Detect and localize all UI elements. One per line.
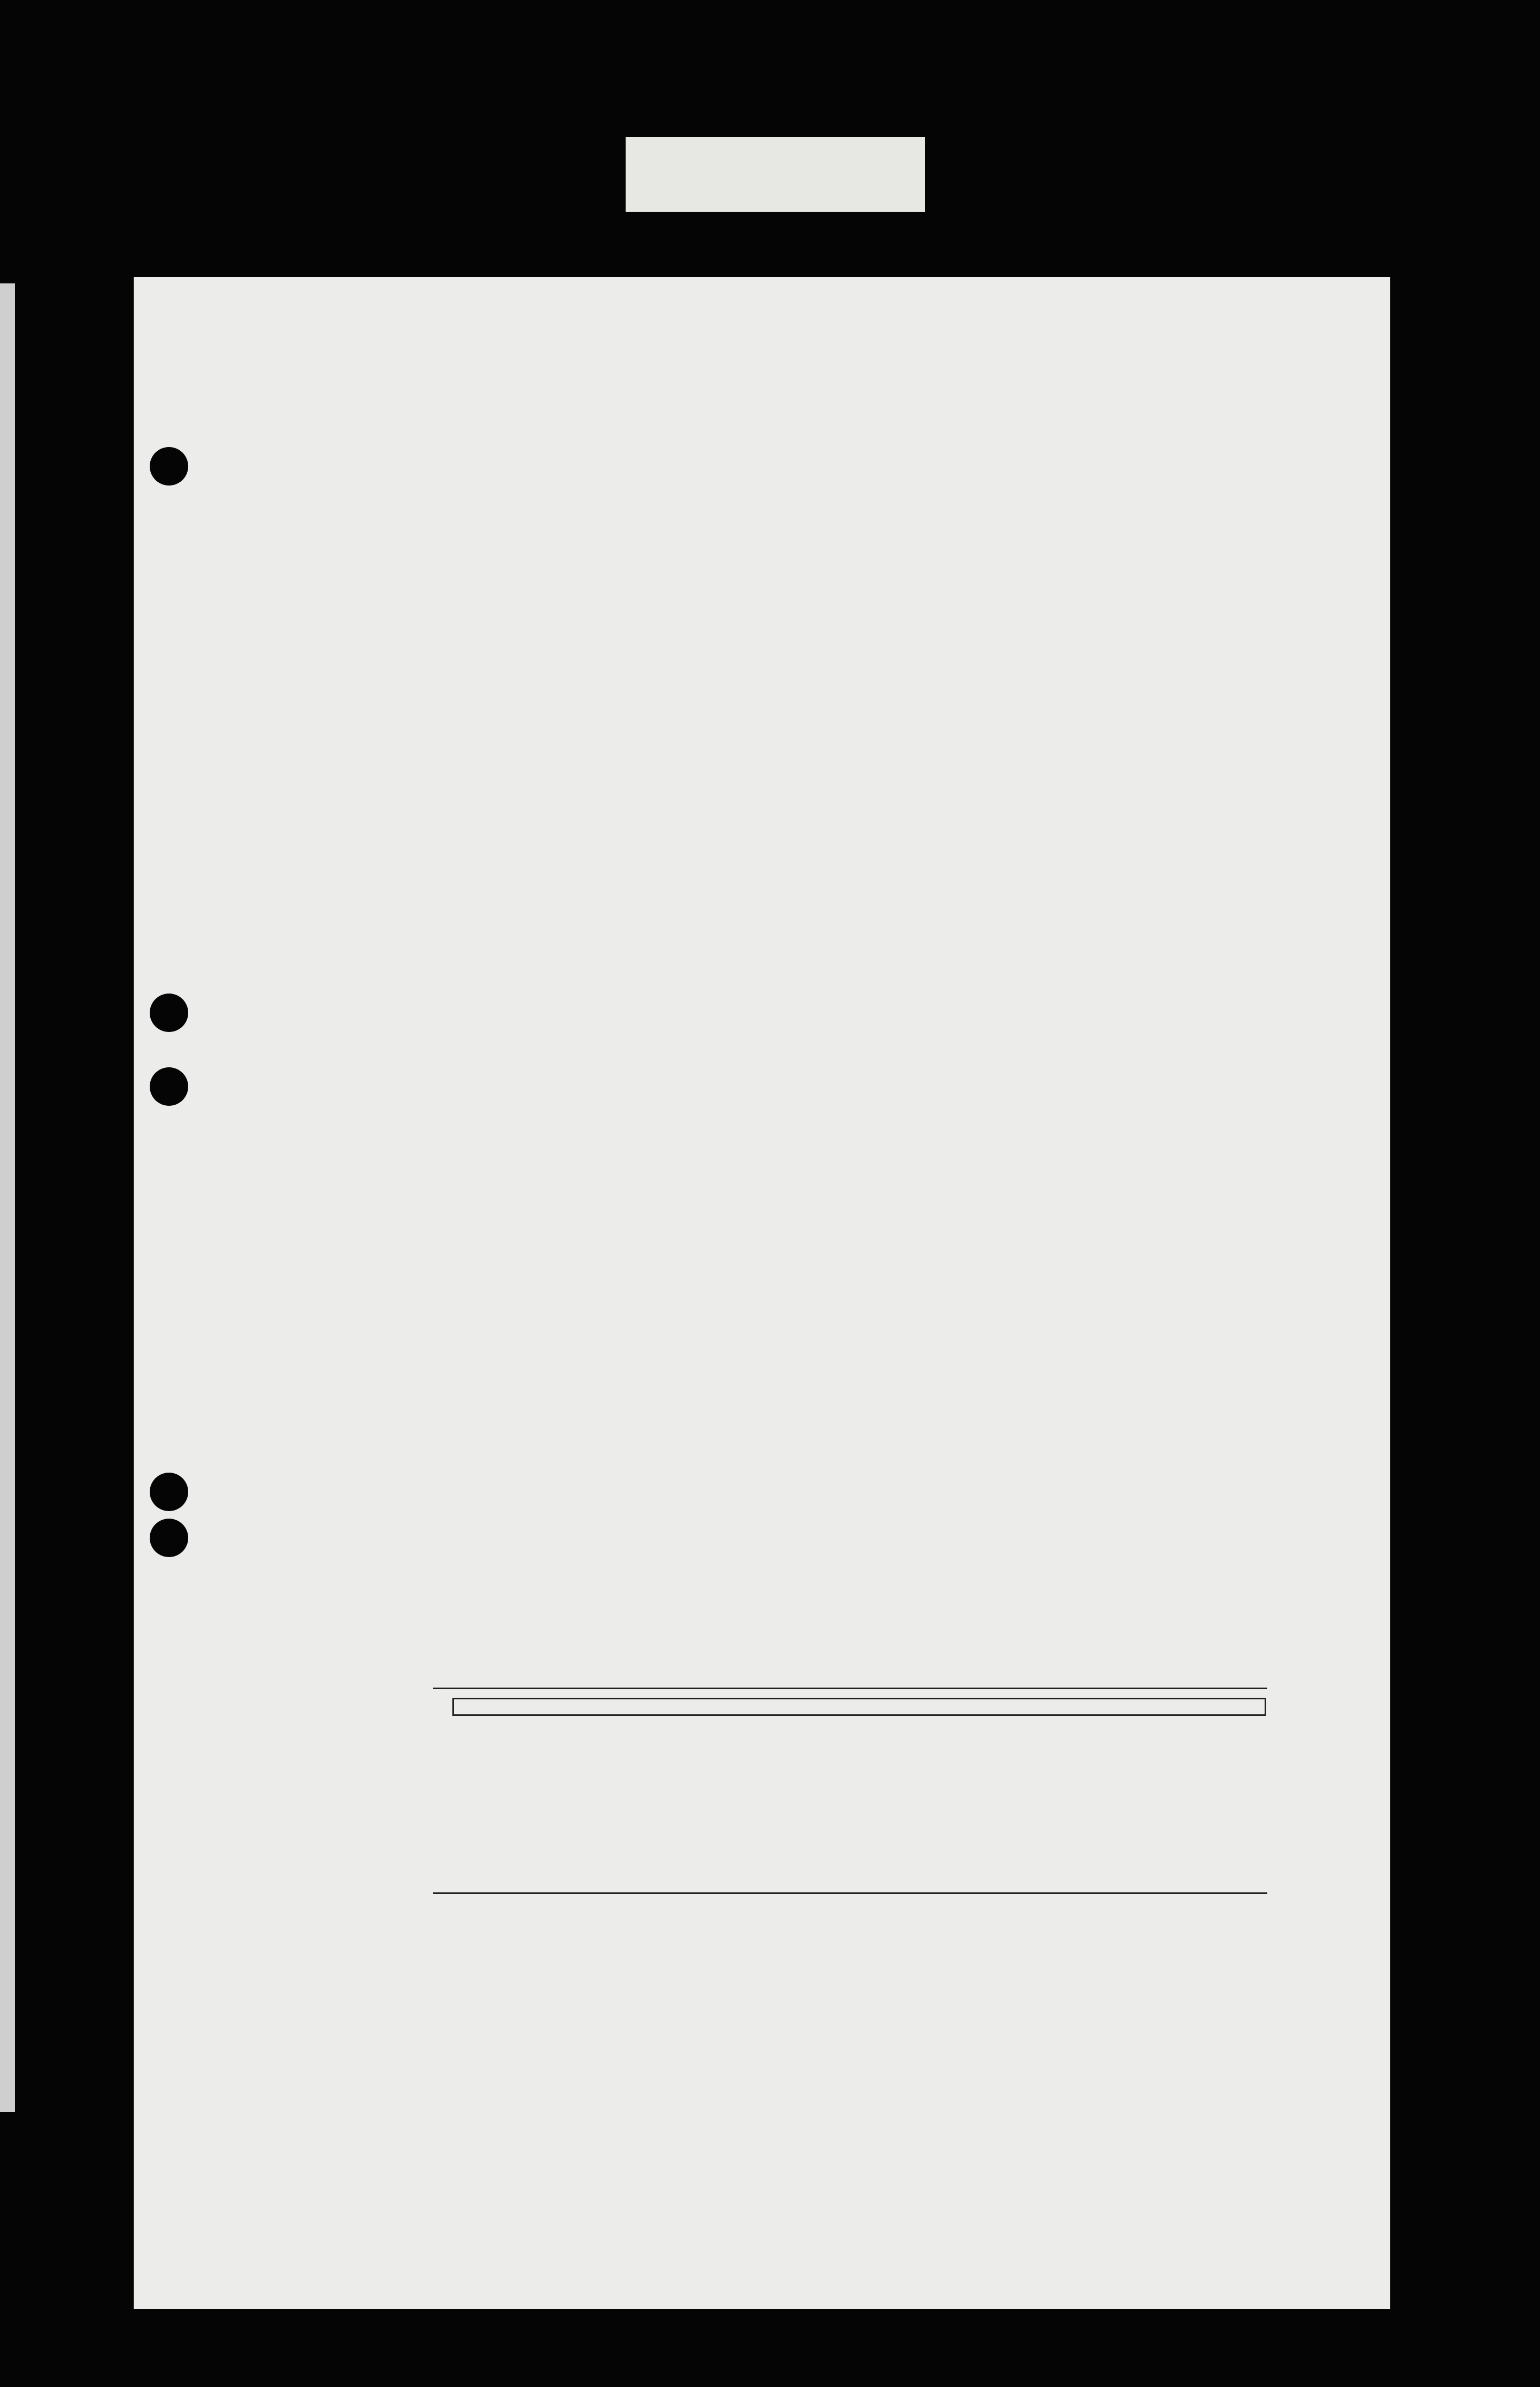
holly-border-left xyxy=(166,357,203,2218)
punch-hole xyxy=(150,447,188,486)
document-page xyxy=(134,277,1390,2309)
holly-border-right xyxy=(1321,357,1358,2218)
archive-label xyxy=(626,137,925,212)
adjacent-page-strip xyxy=(0,283,15,2112)
punch-hole xyxy=(150,1519,188,1557)
punch-hole xyxy=(150,1067,188,1106)
holly-border-bottom xyxy=(176,2218,1348,2255)
punch-hole xyxy=(150,994,188,1032)
holly-border-top xyxy=(176,323,1348,360)
course-67-notice xyxy=(433,1688,1267,1894)
punch-hole xyxy=(150,1473,188,1511)
notice-box xyxy=(452,1698,1266,1716)
